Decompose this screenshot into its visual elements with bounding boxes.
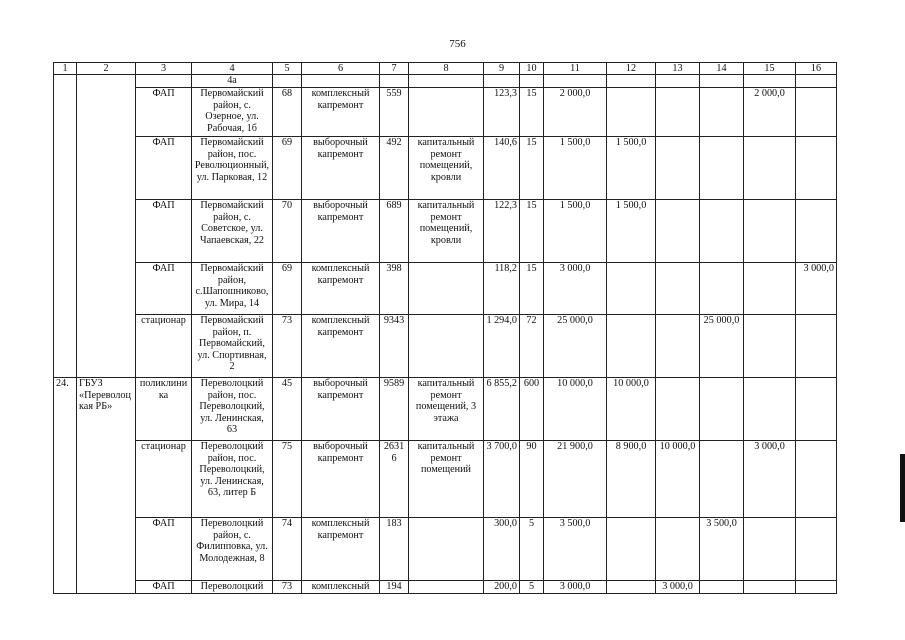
description-cell: капитальный ремонт помещений, кровли	[409, 200, 484, 263]
table-cell	[302, 75, 380, 88]
table-cell	[744, 518, 796, 581]
header-cell: 12	[607, 63, 656, 75]
table-cell	[700, 263, 744, 315]
table-cell: 600	[520, 378, 544, 441]
table-cell	[484, 75, 520, 88]
table-cell	[744, 581, 796, 594]
table-cell	[796, 137, 837, 200]
table-cell: 45	[273, 378, 302, 441]
table-cell	[796, 441, 837, 518]
table-row	[54, 75, 837, 88]
table-cell	[273, 75, 302, 88]
header-cell: 16	[796, 63, 837, 75]
table-cell: 68	[273, 88, 302, 137]
work-type-cell: выборочный капремонт	[302, 137, 380, 200]
table-cell	[796, 75, 837, 88]
table-cell: 3 000,0	[744, 441, 796, 518]
table-cell: 492	[380, 137, 409, 200]
table-cell: 70	[273, 200, 302, 263]
address-cell: Первомайский район, пос. Революционный, ул. Парковая, 12	[192, 137, 273, 200]
table-cell	[796, 315, 837, 378]
table-cell: 398	[380, 263, 409, 315]
table-cell: 74	[273, 518, 302, 581]
header-cell: 4	[192, 63, 273, 75]
table-cell: 73	[273, 315, 302, 378]
table-cell	[656, 75, 700, 88]
table-cell: 9589	[380, 378, 409, 441]
table-cell: 1 500,0	[607, 200, 656, 263]
facility-type-cell: ФАП	[136, 518, 192, 581]
table-cell: 1 294,0	[484, 315, 520, 378]
facility-type-cell: ФАП	[136, 88, 192, 137]
table-cell: 6 855,2	[484, 378, 520, 441]
table-cell: 183	[380, 518, 409, 581]
table-cell: 3 700,0	[484, 441, 520, 518]
table-cell: 3 500,0	[544, 518, 607, 581]
table-cell: 75	[273, 441, 302, 518]
table-row	[54, 137, 837, 200]
table-cell: 3 500,0	[700, 518, 744, 581]
table-cell: 21 900,0	[544, 441, 607, 518]
facility-type-cell: ФАП	[136, 137, 192, 200]
work-type-cell: комплексный	[302, 581, 380, 594]
table-cell: 140,6	[484, 137, 520, 200]
table-cell: 1 500,0	[544, 200, 607, 263]
work-type-cell: выборочный капремонт	[302, 200, 380, 263]
description-cell	[409, 315, 484, 378]
table-cell	[607, 75, 656, 88]
header-cell: 9	[484, 63, 520, 75]
table-cell	[656, 200, 700, 263]
row-number-cell: 24.	[54, 378, 77, 594]
table-cell: 9343	[380, 315, 409, 378]
description-cell	[409, 263, 484, 315]
header-cell: 5	[273, 63, 302, 75]
work-type-cell: комплексный капремонт	[302, 88, 380, 137]
table-cell	[607, 581, 656, 594]
table-row	[54, 581, 837, 594]
facility-type-cell: стационар	[136, 315, 192, 378]
table-cell: 69	[273, 263, 302, 315]
table-row	[54, 315, 837, 378]
table-cell	[796, 518, 837, 581]
header-cell: 13	[656, 63, 700, 75]
organization-cell: ГБУЗ «Переволоцкая РБ»	[77, 378, 136, 594]
table-cell	[409, 75, 484, 88]
header-cell: 1	[54, 63, 77, 75]
table-cell	[380, 75, 409, 88]
table-cell: 90	[520, 441, 544, 518]
row-number-cell	[54, 75, 77, 378]
table-cell	[656, 315, 700, 378]
work-type-cell: комплексный капремонт	[302, 518, 380, 581]
description-cell: капитальный ремонт помещений, 3 этажа	[409, 378, 484, 441]
address-cell: Переволоцкий	[192, 581, 273, 594]
facility-type-cell: стационар	[136, 441, 192, 518]
table-cell	[656, 137, 700, 200]
capital-repair-table	[53, 62, 837, 594]
header-cell: 7	[380, 63, 409, 75]
table-cell	[796, 581, 837, 594]
table-cell: 15	[520, 200, 544, 263]
table-row	[54, 200, 837, 263]
table-cell: 2 000,0	[544, 88, 607, 137]
header-cell: 6	[302, 63, 380, 75]
table-cell	[744, 75, 796, 88]
facility-type-cell	[136, 75, 192, 88]
work-type-cell: выборочный капремонт	[302, 441, 380, 518]
address-cell: Первомайский район, с. Советское, ул. Чапаевская, 22	[192, 200, 273, 263]
table-cell	[796, 378, 837, 441]
description-cell	[409, 88, 484, 137]
work-type-cell: комплексный капремонт	[302, 315, 380, 378]
table-cell	[796, 88, 837, 137]
table-cell: 118,2	[484, 263, 520, 315]
table-row	[54, 441, 837, 518]
table-cell	[700, 441, 744, 518]
scan-edge-mark	[900, 454, 905, 522]
table-cell	[544, 75, 607, 88]
facility-type-cell: ФАП	[136, 263, 192, 315]
address-cell: Первомайский район, с.Шапошниково, ул. Мира, 14	[192, 263, 273, 315]
table-cell: 72	[520, 315, 544, 378]
table-cell	[656, 518, 700, 581]
address-cell: Переволоцкий район, пос. Переволоцкий, ул. Ленинская, 63, литер Б	[192, 441, 273, 518]
table-cell: 200,0	[484, 581, 520, 594]
table-cell: 26316	[380, 441, 409, 518]
header-cell: 3	[136, 63, 192, 75]
header-cell: 15	[744, 63, 796, 75]
table-cell: 3 000,0	[796, 263, 837, 315]
table-cell: 194	[380, 581, 409, 594]
address-cell: 4а	[192, 75, 273, 88]
description-cell: капитальный ремонт помещений, кровли	[409, 137, 484, 200]
address-cell: Переволоцкий район, пос. Переволоцкий, ул. Ленинская, 63	[192, 378, 273, 441]
table-row	[54, 378, 837, 441]
address-cell: Первомайский район, п. Первомайский, ул. Спортивная, 2	[192, 315, 273, 378]
table-cell	[607, 88, 656, 137]
table-cell: 3 000,0	[544, 263, 607, 315]
table-cell	[744, 315, 796, 378]
table-cell: 15	[520, 88, 544, 137]
table-cell: 5	[520, 581, 544, 594]
table-cell	[700, 75, 744, 88]
column-number-row	[54, 63, 837, 75]
description-cell	[409, 518, 484, 581]
table-cell: 2 000,0	[744, 88, 796, 137]
header-cell: 8	[409, 63, 484, 75]
table-cell	[607, 518, 656, 581]
table-cell: 10 000,0	[544, 378, 607, 441]
table-row	[54, 88, 837, 137]
table-row	[54, 263, 837, 315]
table-cell: 123,3	[484, 88, 520, 137]
table-cell	[656, 88, 700, 137]
table-cell	[607, 263, 656, 315]
table-cell: 8 900,0	[607, 441, 656, 518]
work-type-cell: выборочный капремонт	[302, 378, 380, 441]
table-cell: 10 000,0	[607, 378, 656, 441]
table-cell	[744, 137, 796, 200]
table-cell	[520, 75, 544, 88]
table-cell: 10 000,0	[656, 441, 700, 518]
facility-type-cell: ФАП	[136, 581, 192, 594]
table-cell: 559	[380, 88, 409, 137]
organization-cell	[77, 75, 136, 378]
description-cell	[409, 581, 484, 594]
header-cell: 11	[544, 63, 607, 75]
table-cell: 1 500,0	[607, 137, 656, 200]
header-cell: 10	[520, 63, 544, 75]
table-cell	[700, 137, 744, 200]
table-cell	[607, 315, 656, 378]
header-cell: 2	[77, 63, 136, 75]
table-cell	[744, 263, 796, 315]
table-cell	[700, 581, 744, 594]
table-cell	[656, 378, 700, 441]
work-type-cell: комплексный капремонт	[302, 263, 380, 315]
table-cell	[700, 378, 744, 441]
table-cell	[744, 200, 796, 263]
header-cell: 14	[700, 63, 744, 75]
table-cell: 689	[380, 200, 409, 263]
facility-type-cell: поликлиника	[136, 378, 192, 441]
table-cell: 300,0	[484, 518, 520, 581]
table-cell	[700, 200, 744, 263]
table-cell: 69	[273, 137, 302, 200]
table-cell: 122,3	[484, 200, 520, 263]
table-cell: 25 000,0	[544, 315, 607, 378]
table-cell: 3 000,0	[656, 581, 700, 594]
table-cell: 15	[520, 263, 544, 315]
table-cell: 5	[520, 518, 544, 581]
table-cell: 1 500,0	[544, 137, 607, 200]
page-number: 756	[449, 38, 466, 50]
table-cell	[796, 200, 837, 263]
table-row	[54, 518, 837, 581]
table-cell: 15	[520, 137, 544, 200]
description-cell: капитальный ремонт помещений	[409, 441, 484, 518]
table-cell: 73	[273, 581, 302, 594]
address-cell: Первомайский район, с. Озерное, ул. Рабочая, 1б	[192, 88, 273, 137]
facility-type-cell: ФАП	[136, 200, 192, 263]
table-cell	[700, 88, 744, 137]
address-cell: Переволоцкий район, с. Филипповка, ул. Молодежная, 8	[192, 518, 273, 581]
table-cell	[656, 263, 700, 315]
table-cell: 3 000,0	[544, 581, 607, 594]
table-cell: 25 000,0	[700, 315, 744, 378]
table-cell	[744, 378, 796, 441]
